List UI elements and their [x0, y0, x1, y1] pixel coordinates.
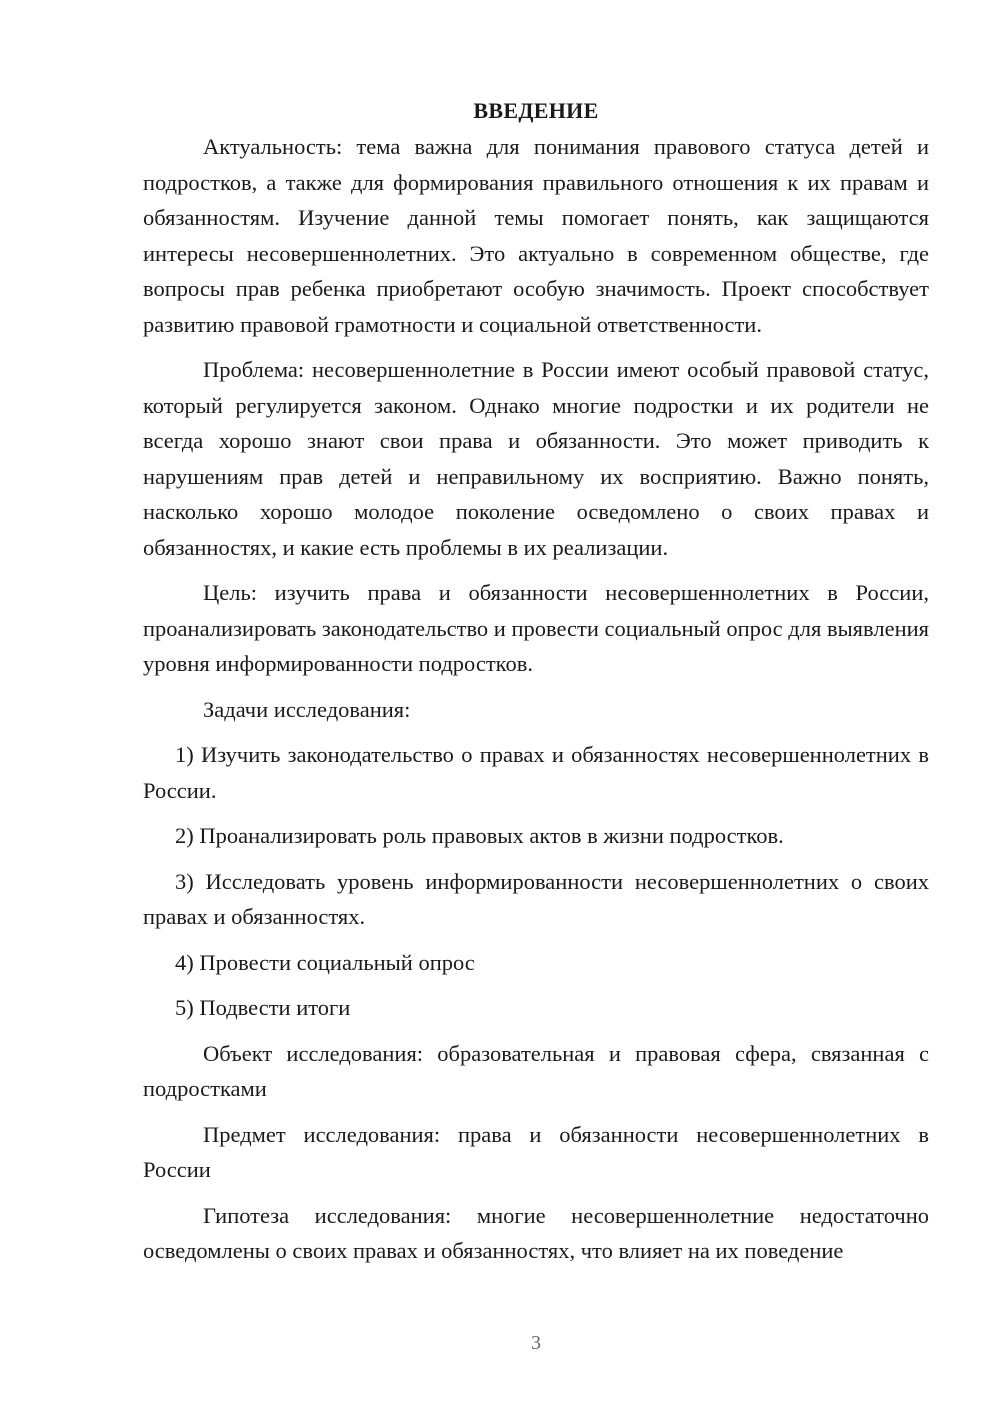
paragraph-problem: Проблема: несовершеннолетние в России имеют особый правовой статус, который регулируется законом. Однако многие подростки и их родители не всегда хорошо знают свои права и обязанности. Это может приводить к нарушениям прав детей и неправильному их восприятию. Важно понять, насколько хорошо молодое поколение осведомлено о своих правах и обязанностях, и какие есть проблемы в их реализации. — [143, 357, 929, 560]
paragraph-relevance: Актуальность: тема важна для понимания правового статуса детей и подростков, а также для формирования правильного отношения к их правам и обязанностям. Изучение данной темы помогает понять, как защищаются интересы несовершеннолетних. Это актуально в современном обществе, где вопросы прав ребенка приобретают особую значимость. Проект способствует развитию правовой грамотности и социальной ответственности. — [143, 134, 929, 337]
paragraph-object: Объект исследования: образовательная и правовая сфера, связанная с подростками — [143, 1040, 929, 1101]
page-content — [143, 94, 929, 1269]
section-heading: ВВЕДЕНИЕ — [473, 98, 599, 123]
paragraph-hypothesis: Гипотеза исследования: многие несовершеннолетние недостаточно осведомлены о своих правах и обязанностях, что влияет на их поведение — [143, 1202, 929, 1263]
page-number: 3 — [531, 1332, 541, 1354]
task-item-4: 4) Провести социальный опрос — [175, 949, 475, 975]
task-item-3: 3) Исследовать уровень информированности несовершеннолетних о своих правах и обязанностях. — [143, 868, 929, 929]
paragraph-goal: Цель: изучить права и обязанности несовершеннолетних в России, проанализировать законодательство и провести социальный опрос для выявления уровня информированности подростков. — [143, 580, 930, 676]
tasks-title: Задачи исследования: — [203, 696, 411, 722]
task-item-1: 1) Изучить законодательство о правах и обязанностях несовершеннолетних в России. — [143, 742, 929, 803]
paragraph-subject: Предмет исследования: права и обязанности несовершеннолетних в России — [143, 1121, 929, 1182]
task-item-2: 2) Проанализировать роль правовых актов в жизни подростков. — [175, 823, 784, 848]
task-item-5: 5) Подвести итоги — [175, 995, 351, 1020]
